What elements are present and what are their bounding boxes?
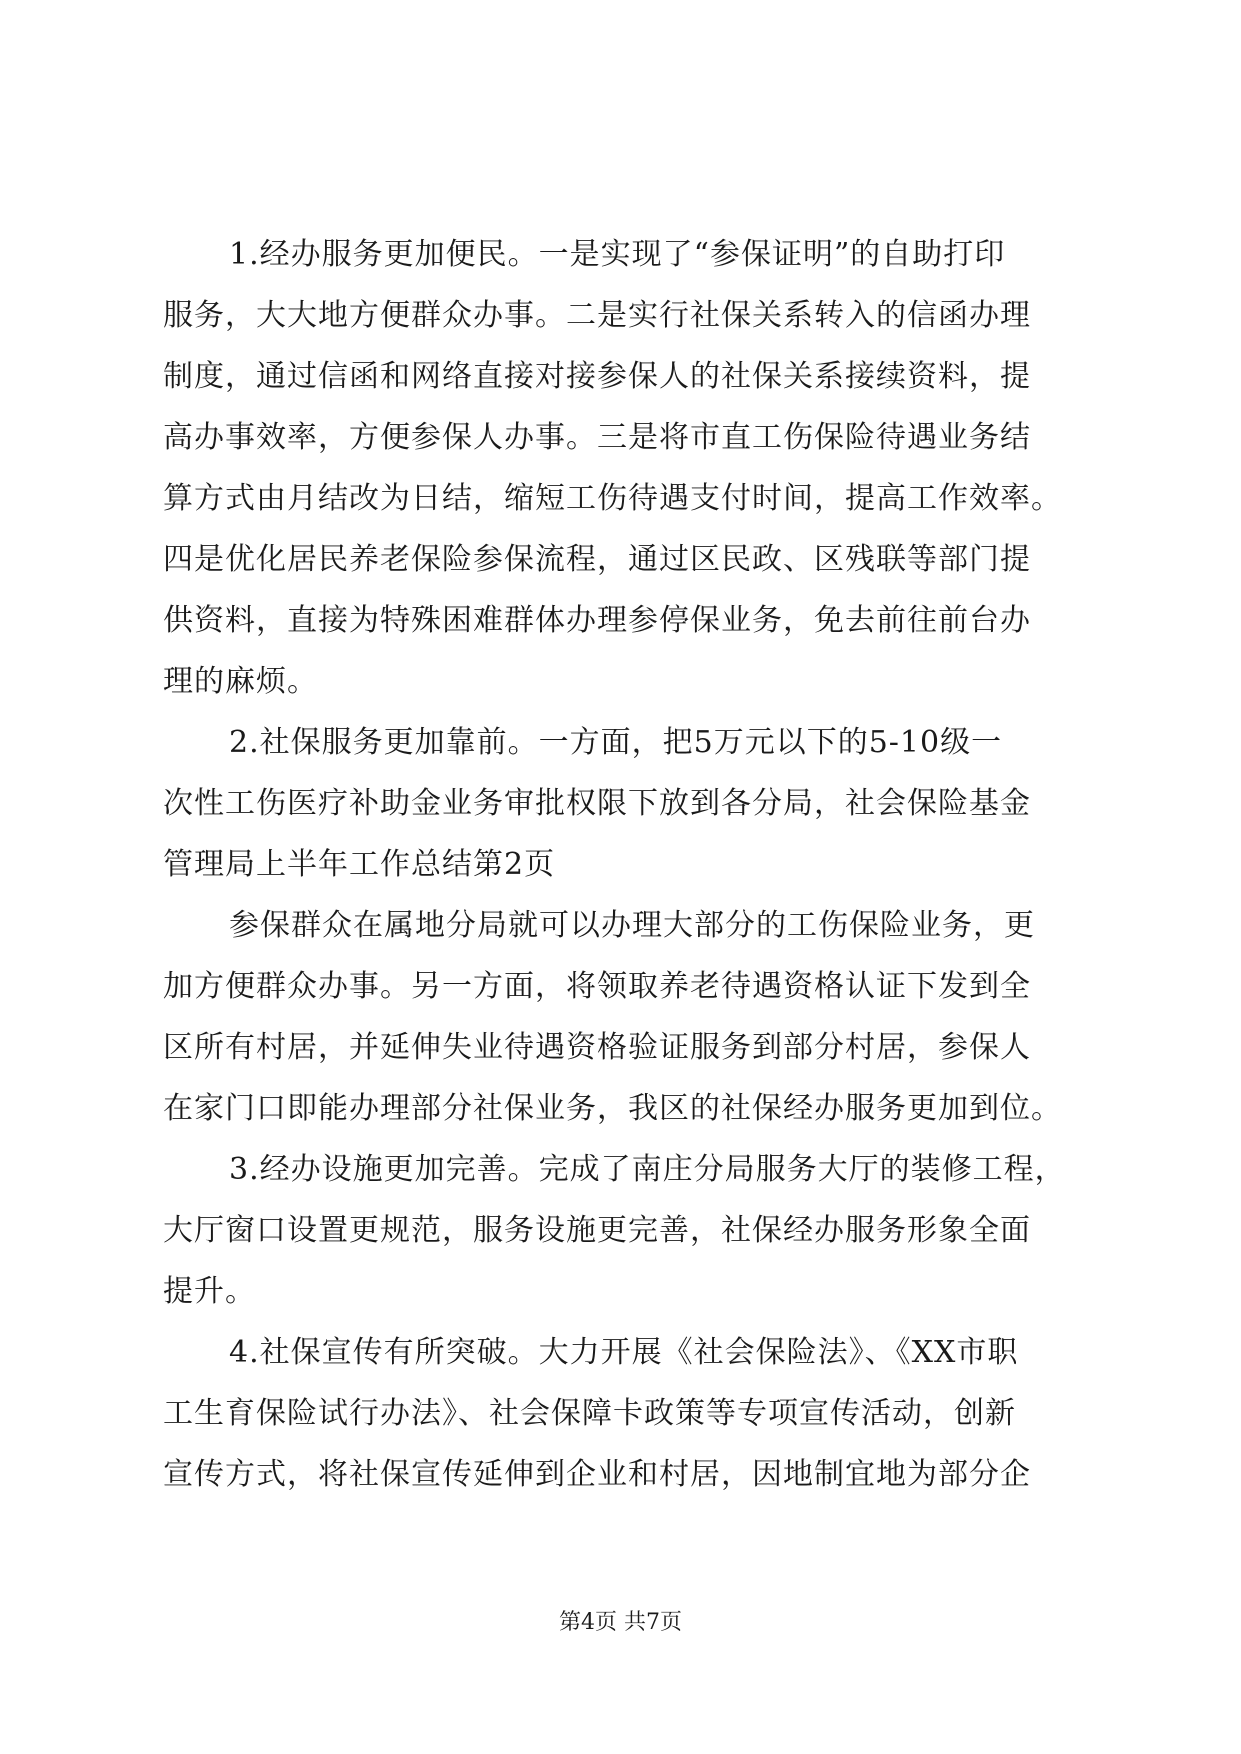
paragraph-5-line-2: 工生育保险试行办法》、社会保障卡政策等专项宣传活动，创新 [163, 1396, 1016, 1431]
paragraph-4-line-1: 3.经办设施更加完善。完成了南庄分局服务大厅的装修工程， [229, 1152, 1066, 1187]
paragraph-1-line-2: 服务，大大地方便群众办事。二是实行社保关系转入的信函办理 [163, 298, 1031, 333]
paragraph-3-line-2: 加方便群众办事。另一方面，将领取养老待遇资格认证下发到全 [163, 969, 1031, 1004]
paragraph-2-line-1: 2.社保服务更加靠前。一方面，把5万元以下的5-10级一 [229, 725, 1003, 760]
paragraph-2-line-2: 次性工伤医疗补助金业务审批权限下放到各分局，社会保险基金 [163, 786, 1031, 821]
paragraph-3-line-3: 区所有村居，并延伸失业待遇资格验证服务到部分村居，参保人 [163, 1030, 1031, 1065]
paragraph-3-line-4: 在家门口即能办理部分社保业务，我区的社保经办服务更加到位。 [163, 1091, 1062, 1126]
paragraph-5-line-3: 宣传方式，将社保宣传延伸到企业和村居，因地制宜地为部分企 [163, 1457, 1031, 1492]
paragraph-3-line-1: 参保群众在属地分局就可以办理大部分的工伤保险业务，更 [229, 908, 1035, 943]
paragraph-2-line-3: 管理局上半年工作总结第2页 [163, 847, 556, 882]
paragraph-1-line-5: 算方式由月结改为日结，缩短工伤待遇支付时间，提高工作效率。 [163, 481, 1062, 516]
paragraph-1-line-6: 四是优化居民养老保险参保流程，通过区民政、区残联等部门提 [163, 542, 1031, 577]
paragraph-1-line-4: 高办事效率，方便参保人办事。三是将市直工伤保险待遇业务结 [163, 420, 1031, 455]
paragraph-4-line-2: 大厅窗口设置更规范，服务设施更完善，社保经办服务形象全面 [163, 1213, 1031, 1248]
paragraph-1-line-7: 供资料，直接为特殊困难群体办理参停保业务，免去前往前台办 [163, 603, 1031, 638]
paragraph-1-line-8: 理的麻烦。 [163, 664, 318, 699]
document-body [163, 224, 1083, 1505]
paragraph-1-line-3: 制度，通过信函和网络直接对接参保人的社保关系接续资料，提 [163, 359, 1031, 394]
page-number-footer: 第4页 共7页 [559, 1610, 682, 1635]
paragraph-5-line-1: 4.社保宣传有所突破。大力开展《社会保险法》、《XX市职 [229, 1335, 1019, 1370]
paragraph-4-line-3: 提升。 [163, 1274, 256, 1309]
paragraph-1-line-1: 1.经办服务更加便民。一是实现了“参保证明”的自助打印 [229, 237, 1006, 272]
